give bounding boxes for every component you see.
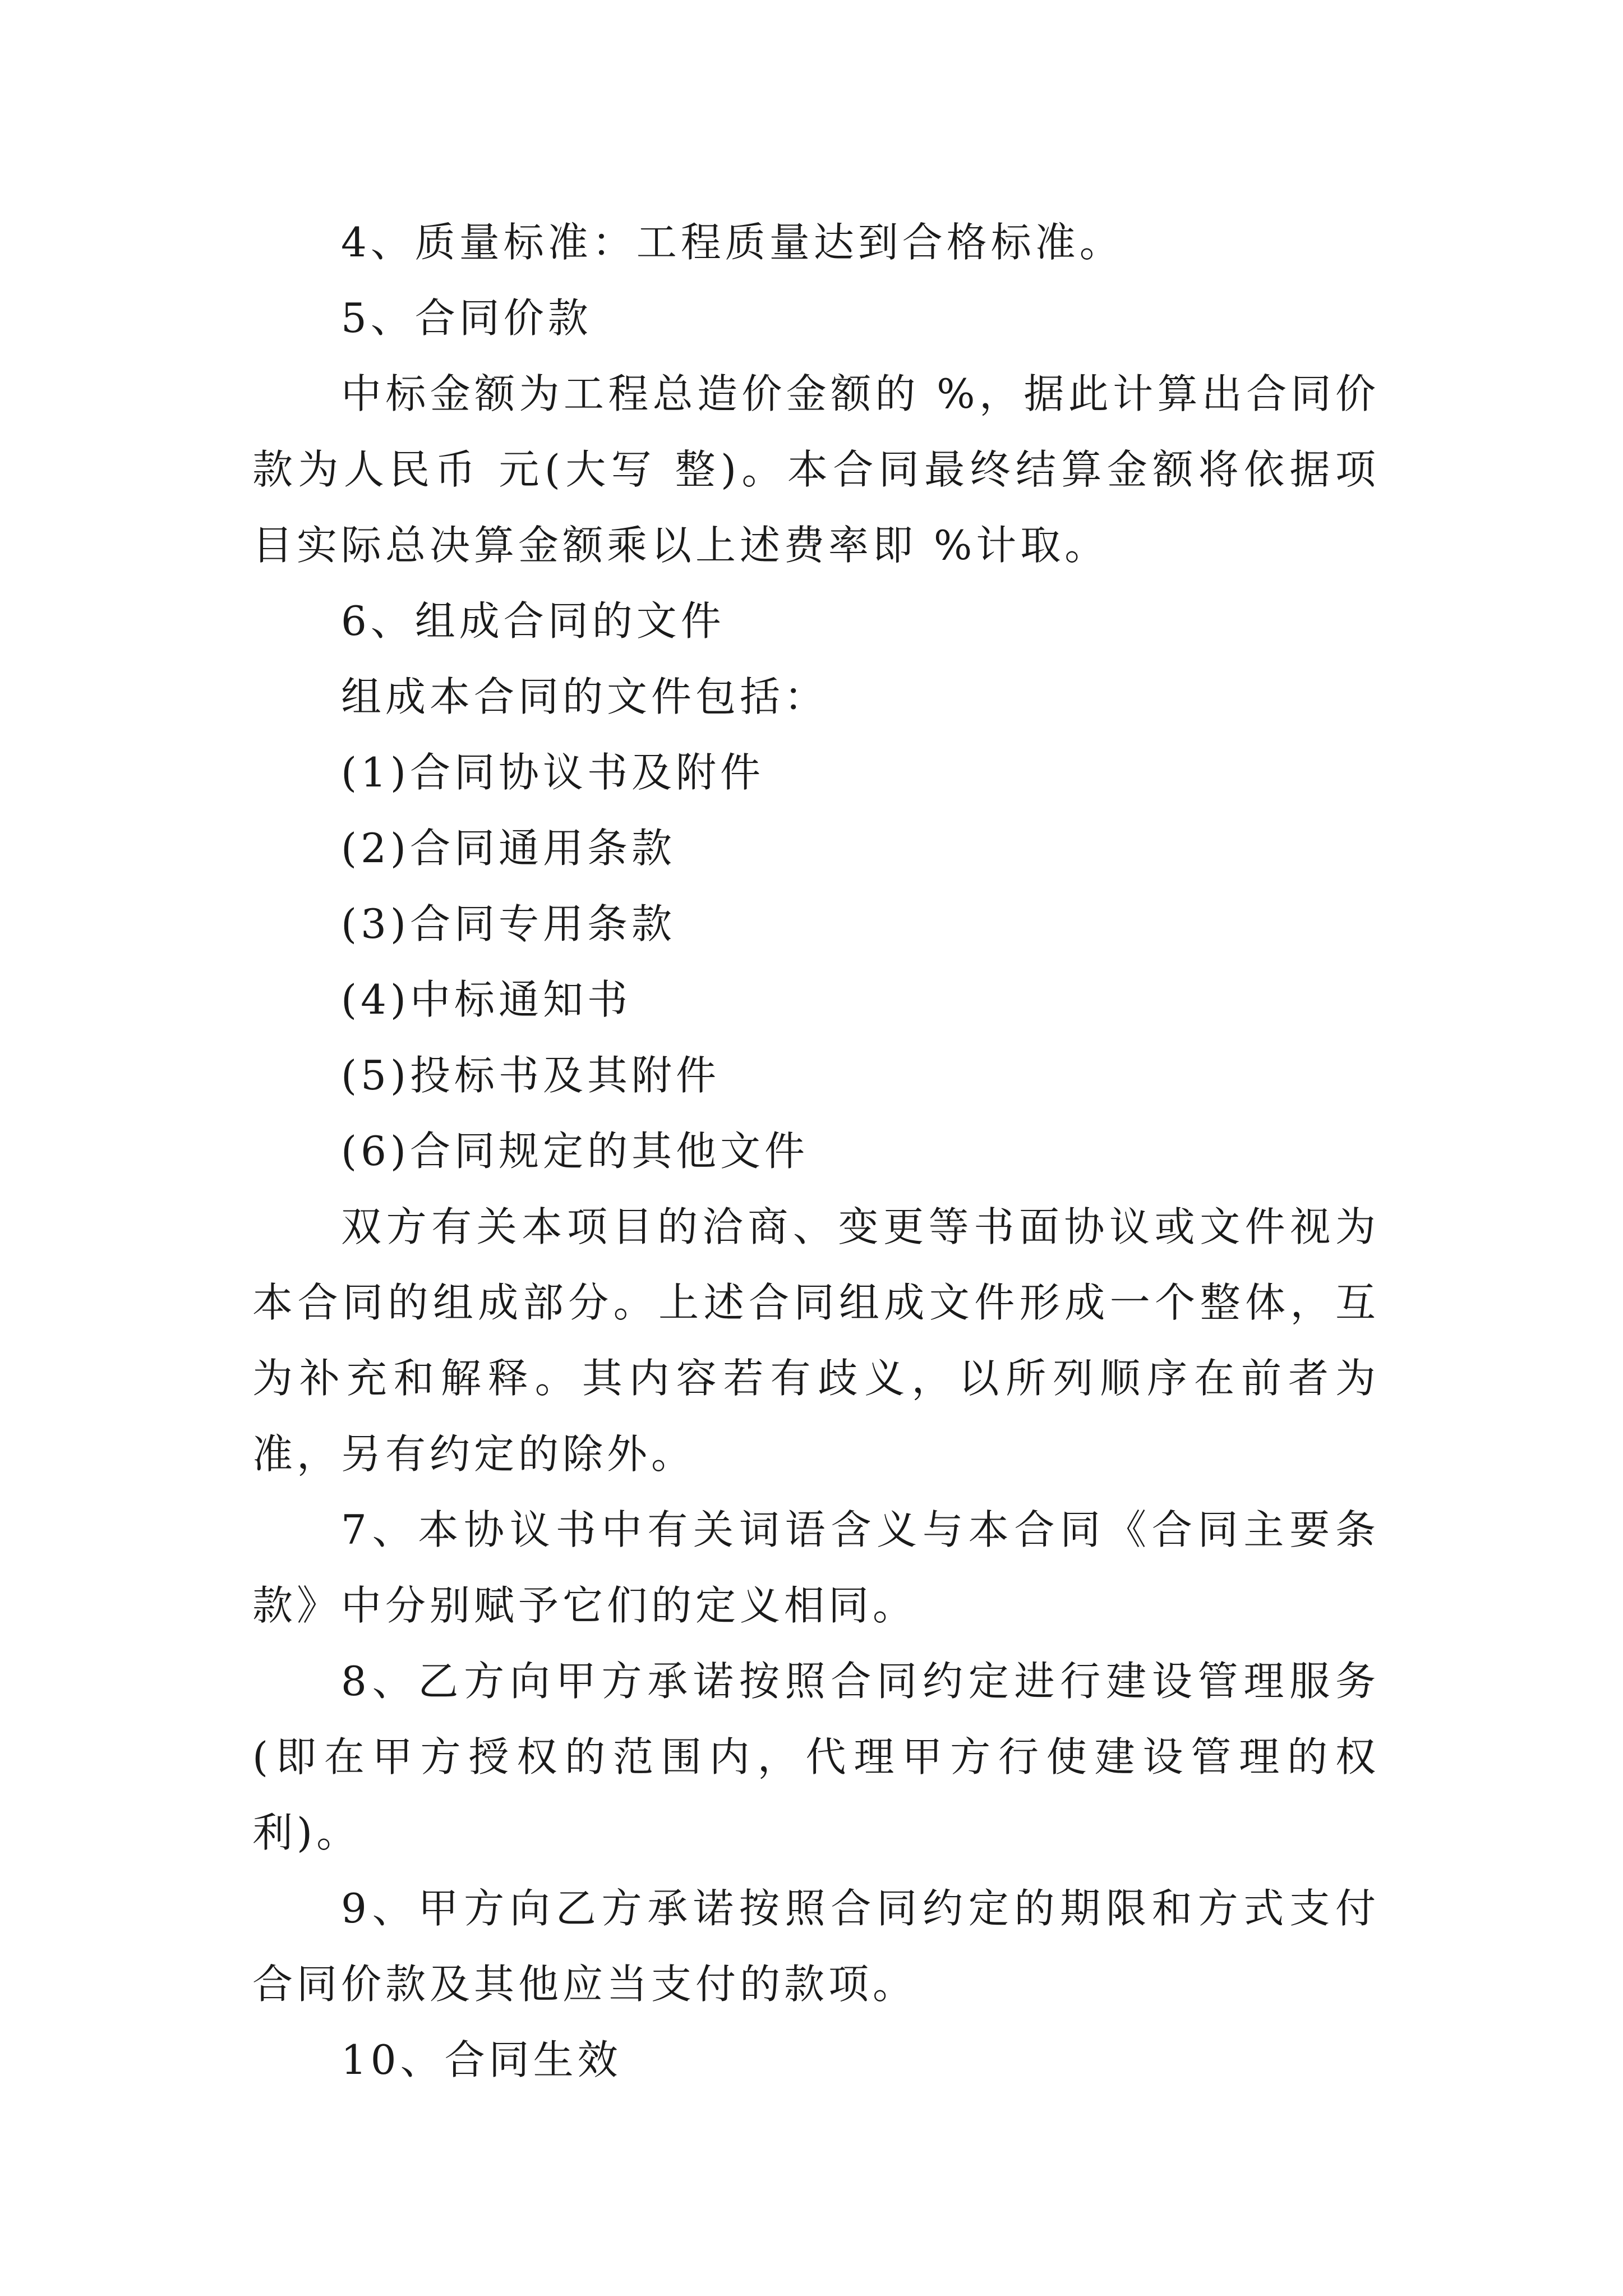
clause-contract-effective-heading: 10、合同生效 — [341, 2036, 622, 2083]
contract-documents-intro: 组成本合同的文件包括： — [341, 673, 829, 720]
clause-quality-standard: 4、质量标准：工程质量达到合格标准。 — [341, 219, 1124, 266]
document-list-item: (3)合同专用条款 — [341, 900, 676, 947]
clause-party-a-commitment: 9、甲方向乙方承诺按照合同约定的期限和方式支付合同价款及其他应当支付的款项。 — [252, 1885, 1380, 2008]
document-list-item: (1)合同协议书及附件 — [341, 749, 764, 796]
document-list-item: (6)合同规定的其他文件 — [341, 1128, 809, 1175]
clause-contract-documents-heading: 6、组成合同的文件 — [341, 597, 725, 645]
contract-composition-text: 双方有关本项目的洽商、变更等书面协议或文件视为本合同的组成部分。上述合同组成文件形成一个整体，互为补充和解释。其内容若有歧义，以所列顺序在前者为准，另有约定的除外。 — [252, 1203, 1380, 1478]
clause-definitions: 7、本协议书中有关词语含义与本合同《合同主要条款》中分别赋予它们的定义相同。 — [252, 1506, 1380, 1629]
contract-body — [252, 205, 1380, 2098]
clause-contract-price-heading: 5、合同价款 — [341, 295, 592, 342]
clause-party-b-commitment: 8、乙方向甲方承诺按照合同约定进行建设管理服务(即在甲方授权的范围内，代理甲方行使建设管理的权利)。 — [252, 1658, 1380, 1856]
document-list-item: (5)投标书及其附件 — [341, 1052, 720, 1099]
contract-price-text: 中标金额为工程总造价金额的 %，据此计算出合同价款为人民币 元(大写 整)。本合同最终结算金额将依据项目实际总决算金额乘以上述费率即 %计取。 — [252, 370, 1380, 569]
document-list-item: (4)中标通知书 — [341, 976, 631, 1023]
document-list-item: (2)合同通用条款 — [341, 825, 676, 872]
